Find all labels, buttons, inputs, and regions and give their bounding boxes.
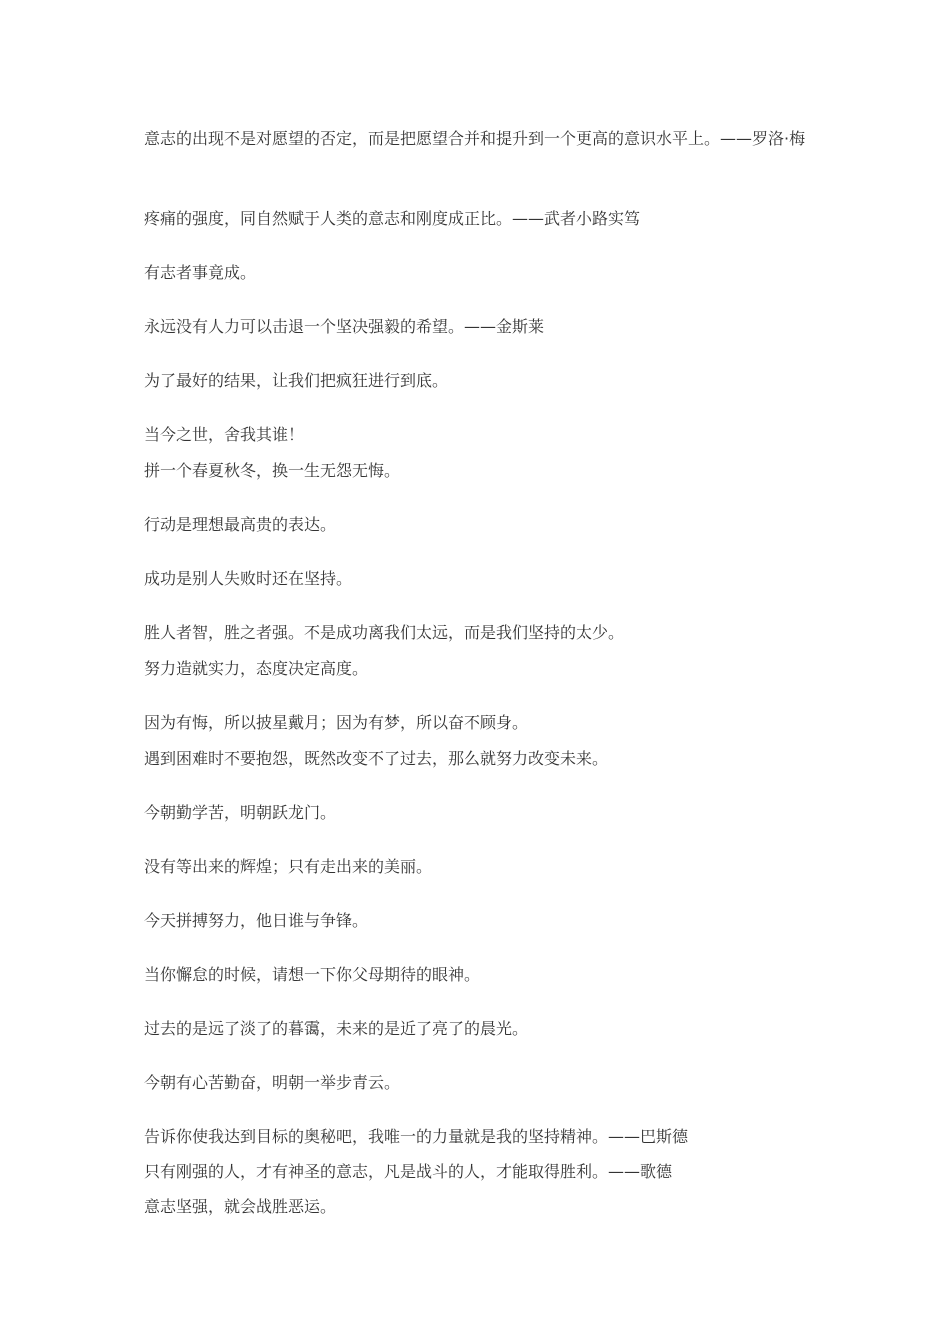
quote-line: 遇到困难时不要抱怨，既然改变不了过去，那么就努力改变未来。 — [144, 749, 609, 768]
quote-line: 有志者事竟成。 — [144, 263, 257, 282]
quote-line: 只有刚强的人，才有神圣的意志，凡是战斗的人，才能取得胜利。——歌德 — [144, 1162, 673, 1181]
quote-line: 为了最好的结果，让我们把疯狂进行到底。 — [144, 371, 449, 390]
quote-line: 永远没有人力可以击退一个坚决强毅的希望。——金斯莱 — [144, 317, 545, 336]
quote-line: 今朝勤学苦，明朝跃龙门。 — [144, 803, 337, 822]
quote-line: 胜人者智，胜之者强。不是成功离我们太远，而是我们坚持的太少。 — [144, 623, 625, 642]
quote-line: 行动是理想最高贵的表达。 — [144, 515, 337, 534]
quote-line: 意志的出现不是对愿望的否定，而是把愿望合并和提升到一个更高的意识水平上。——罗洛·梅 — [144, 129, 806, 148]
quote-line: 成功是别人失败时还在坚持。 — [144, 569, 353, 588]
quote-line: 因为有悔，所以披星戴月；因为有梦，所以奋不顾身。 — [144, 713, 529, 732]
quote-line: 当你懈怠的时候，请想一下你父母期待的眼神。 — [144, 965, 481, 984]
quote-line: 意志坚强，就会战胜恶运。 — [144, 1197, 337, 1216]
quote-line: 没有等出来的辉煌；只有走出来的美丽。 — [144, 857, 433, 876]
quote-line: 今天拼搏努力，他日谁与争锋。 — [144, 911, 369, 930]
quote-line: 当今之世，舍我其谁！ — [144, 425, 305, 444]
quote-line: 告诉你使我达到目标的奥秘吧，我唯一的力量就是我的坚持精神。——巴斯德 — [144, 1127, 689, 1146]
quote-line: 努力造就实力，态度决定高度。 — [144, 659, 369, 678]
quote-line: 今朝有心苦勤奋，明朝一举步青云。 — [144, 1073, 401, 1092]
quote-line: 疼痛的强度，同自然赋于人类的意志和刚度成正比。——武者小路实笃 — [144, 209, 641, 228]
quote-line: 拼一个春夏秋冬，换一生无怨无悔。 — [144, 461, 401, 480]
quote-line: 过去的是远了淡了的暮霭，未来的是近了亮了的晨光。 — [144, 1019, 529, 1038]
